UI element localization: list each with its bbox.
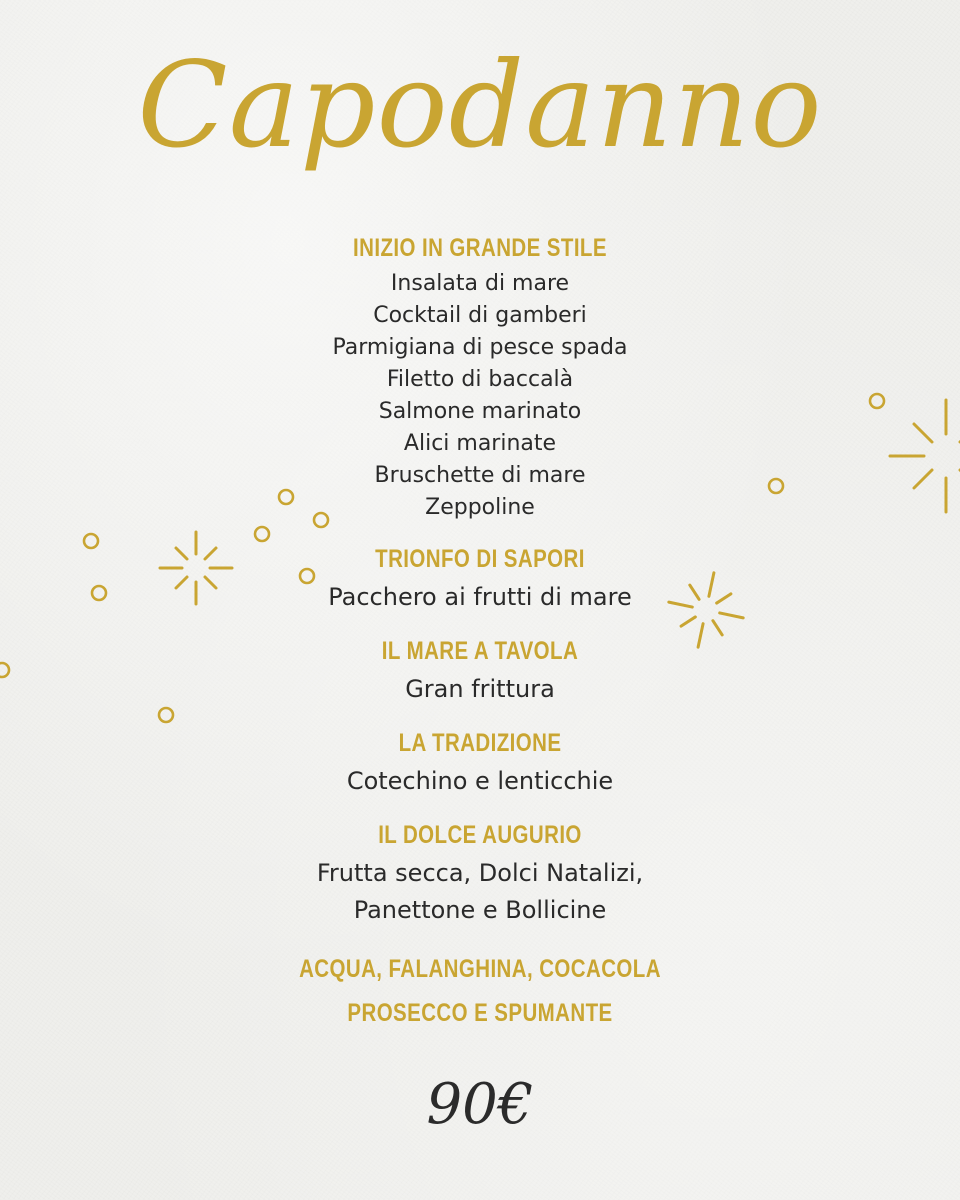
menu-list [0,228,960,1035]
section-heading: IL DOLCE AUGURIO [378,821,582,849]
menu-item: Bruschette di mare [374,463,586,488]
drinks-line: ACQUA, FALANGHINA, COCACOLA [299,955,661,983]
menu-section-secondo [0,631,960,708]
menu-item: Salmone marinato [378,399,582,424]
menu-item: Insalata di mare [390,271,570,296]
menu-item: Panettone e Bollicine [353,896,607,924]
section-heading: IL MARE A TAVOLA [381,637,579,665]
drinks-line: PROSECCO E SPUMANTE [347,999,613,1027]
menu-item: Pacchero ai frutti di mare [328,583,632,611]
section-heading: LA TRADIZIONE [398,729,562,757]
menu-item: Frutta secca, Dolci Natalizi, [316,859,644,887]
menu-section-dolce [0,815,960,929]
menu-item: Cocktail di gamberi [373,303,587,328]
menu-section-antipasti [0,228,960,524]
menu-section-drinks [0,947,960,1035]
page-title: Capodanno [137,36,823,174]
menu-item: Zeppoline [425,495,535,520]
menu-item: Parmigiana di pesce spada [332,335,628,360]
section-heading: TRIONFO DI SAPORI [375,545,585,573]
menu-item: Filetto di baccalà [386,367,574,392]
menu-item: Gran frittura [405,675,555,703]
menu-section-tradizione [0,723,960,800]
menu-item: Alici marinate [403,431,557,456]
price-label: 90€ [426,1072,534,1137]
menu-item: Cotechino e lenticchie [346,767,614,795]
section-heading: INIZIO IN GRANDE STILE [353,234,607,262]
menu-section-primo [0,539,960,616]
